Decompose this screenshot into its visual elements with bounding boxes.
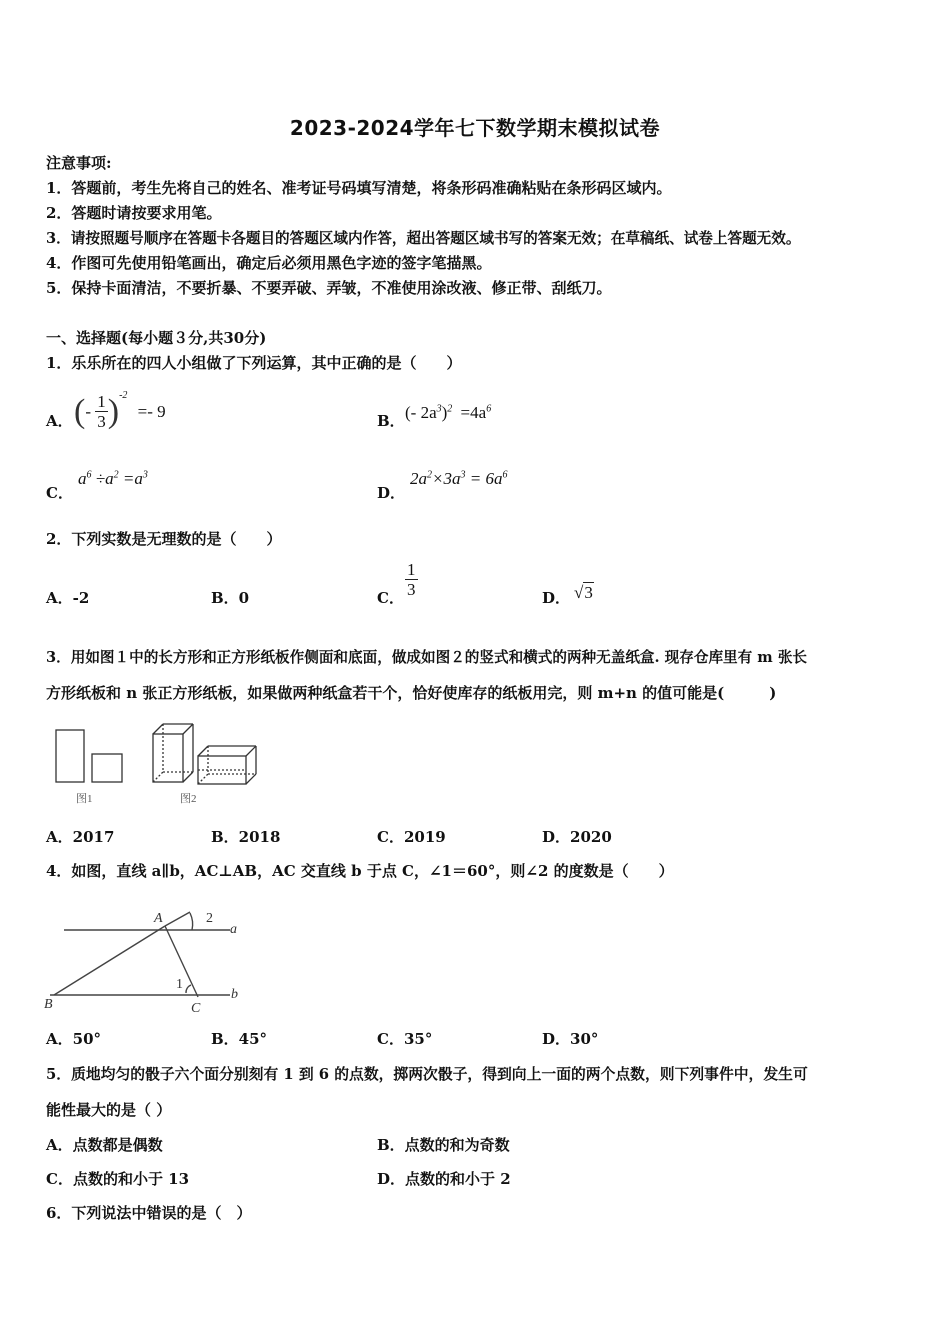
question-5-line1: 5．质地均匀的骰子六个面分别刻有 1 到 6 的点数，掷两次骰子，得到向上一面的两个点数，则下列事件中，发生可 bbox=[46, 1066, 808, 1083]
notice-item: 4．作图可先使用铅笔画出，确定后必须用黑色字迹的签字笔描黑。 bbox=[46, 254, 492, 272]
question-3-line2: 方形纸板和 n 张正方形纸板，如果做两种纸盒若干个，恰好使库存的纸板用完，则 m+n 的值可能是( ) bbox=[46, 684, 777, 702]
fig2-horizontal-box bbox=[198, 746, 256, 784]
q5-option-c: C．点数的和小于 13 bbox=[46, 1170, 190, 1188]
fig1-label: 图1 bbox=[76, 793, 93, 805]
q2-option-a: A．-2 bbox=[46, 589, 90, 607]
fig2-vertical-box bbox=[153, 724, 193, 782]
point-b-label: B bbox=[44, 997, 53, 1012]
q3-option-b: B．2018 bbox=[211, 828, 281, 846]
angle-1-label: 1 bbox=[176, 977, 183, 992]
q5-option-d: D．点数的和小于 2 bbox=[377, 1170, 511, 1188]
q2-option-b: B．0 bbox=[211, 589, 250, 607]
notice-item: 1．答题前，考生先将自己的姓名、准考证号码填写清楚，将条形码准确粘贴在条形码区域内。 bbox=[46, 179, 672, 197]
q1-option-d-label: D． bbox=[377, 484, 406, 502]
q1-option-c-expression: $a^6 \div a^2 =a^3$ bbox=[78, 469, 148, 488]
fig1-rectangle-board bbox=[56, 730, 84, 782]
line-b-label: b bbox=[231, 987, 238, 1002]
question-6-stem: 6．下列说法中错误的是（ ） bbox=[46, 1204, 252, 1222]
q3-figure bbox=[48, 722, 268, 808]
point-a-label: A bbox=[154, 911, 163, 926]
q3-option-c: C．2019 bbox=[377, 828, 446, 846]
q3-option-d: D．2020 bbox=[542, 828, 612, 846]
q1-option-a-expression: (- $\frac{1}{3}$ )$^{-2}$ =- 9 bbox=[74, 390, 166, 431]
q2-option-c-fraction: $\frac{1}{3}$ bbox=[407, 560, 416, 599]
q1-option-d-expression: $2a^2\times 3a^3 = 6a^6$ bbox=[410, 469, 508, 488]
question-2-stem: 2．下列实数是无理数的是（ ） bbox=[46, 530, 282, 548]
q4-option-d: D．30° bbox=[542, 1030, 599, 1048]
q2-option-d-label: D． bbox=[542, 589, 571, 607]
angle-2-label: 2 bbox=[206, 911, 213, 926]
notice-item: 5．保持卡面清洁，不要折暴、不要弄破、弄皱，不准使用涂改液、修正带、刮纸刀。 bbox=[46, 279, 612, 297]
q1-option-a-label: A． bbox=[46, 412, 73, 430]
angle-1-arc bbox=[186, 985, 191, 993]
question-4-stem: 4．如图，直线 a∥b，AC⊥AB，AC 交直线 b 于点 C，∠1＝60°，则∠2 的度数是（ ） bbox=[46, 862, 674, 880]
q4-option-c: C．35° bbox=[377, 1030, 433, 1048]
extension-ba bbox=[165, 912, 190, 926]
notice-heading: 注意事项: bbox=[46, 154, 112, 172]
q4-option-b: B．45° bbox=[211, 1030, 268, 1048]
q4-option-a: A．50° bbox=[46, 1030, 102, 1048]
notice-item: 3．请按照题号顺序在答题卡各题目的答题区域内作答，超出答题区域书写的答案无效；在草稿纸、试卷上答题无效。 bbox=[46, 230, 801, 247]
q1-option-b-label: B． bbox=[377, 412, 405, 430]
q3-option-a: A．2017 bbox=[46, 828, 115, 846]
fig1-square-board bbox=[92, 754, 122, 782]
q1-option-c-label: C． bbox=[46, 484, 73, 502]
line-a-label: a bbox=[230, 922, 237, 937]
notice-item: 2．答题时请按要求用笔。 bbox=[46, 204, 222, 222]
q5-option-a: A．点数都是偶数 bbox=[46, 1136, 163, 1154]
angle-2-arc bbox=[190, 913, 193, 930]
fig2-label: 图2 bbox=[180, 793, 197, 805]
q5-option-b: B．点数的和为奇数 bbox=[377, 1136, 510, 1154]
q2-option-d-sqrt: √3 bbox=[574, 583, 593, 602]
segment-ab bbox=[54, 926, 165, 995]
point-c-label: C bbox=[191, 1001, 201, 1016]
section-heading: 一、选择题(每小题３分,共30分) bbox=[46, 329, 267, 347]
page-title: 2023-2024学年七下数学期末模拟试卷 bbox=[289, 116, 661, 140]
question-5-line2: 能性最大的是（ ） bbox=[46, 1101, 172, 1119]
q4-figure bbox=[40, 894, 260, 1018]
question-1-stem: 1．乐乐所在的四人小组做了下列运算，其中正确的是（ ） bbox=[46, 354, 462, 372]
q1-option-b-expression: (- $2a^3)^2 =4a^6$ bbox=[405, 403, 492, 422]
question-3-line1: 3．用如图１中的长方形和正方形纸板作侧面和底面，做成如图２的竖式和横式的两种无盖纸盒. 现存仓库里有 m 张长 bbox=[46, 649, 808, 666]
q2-option-c-label: C． bbox=[377, 589, 404, 607]
